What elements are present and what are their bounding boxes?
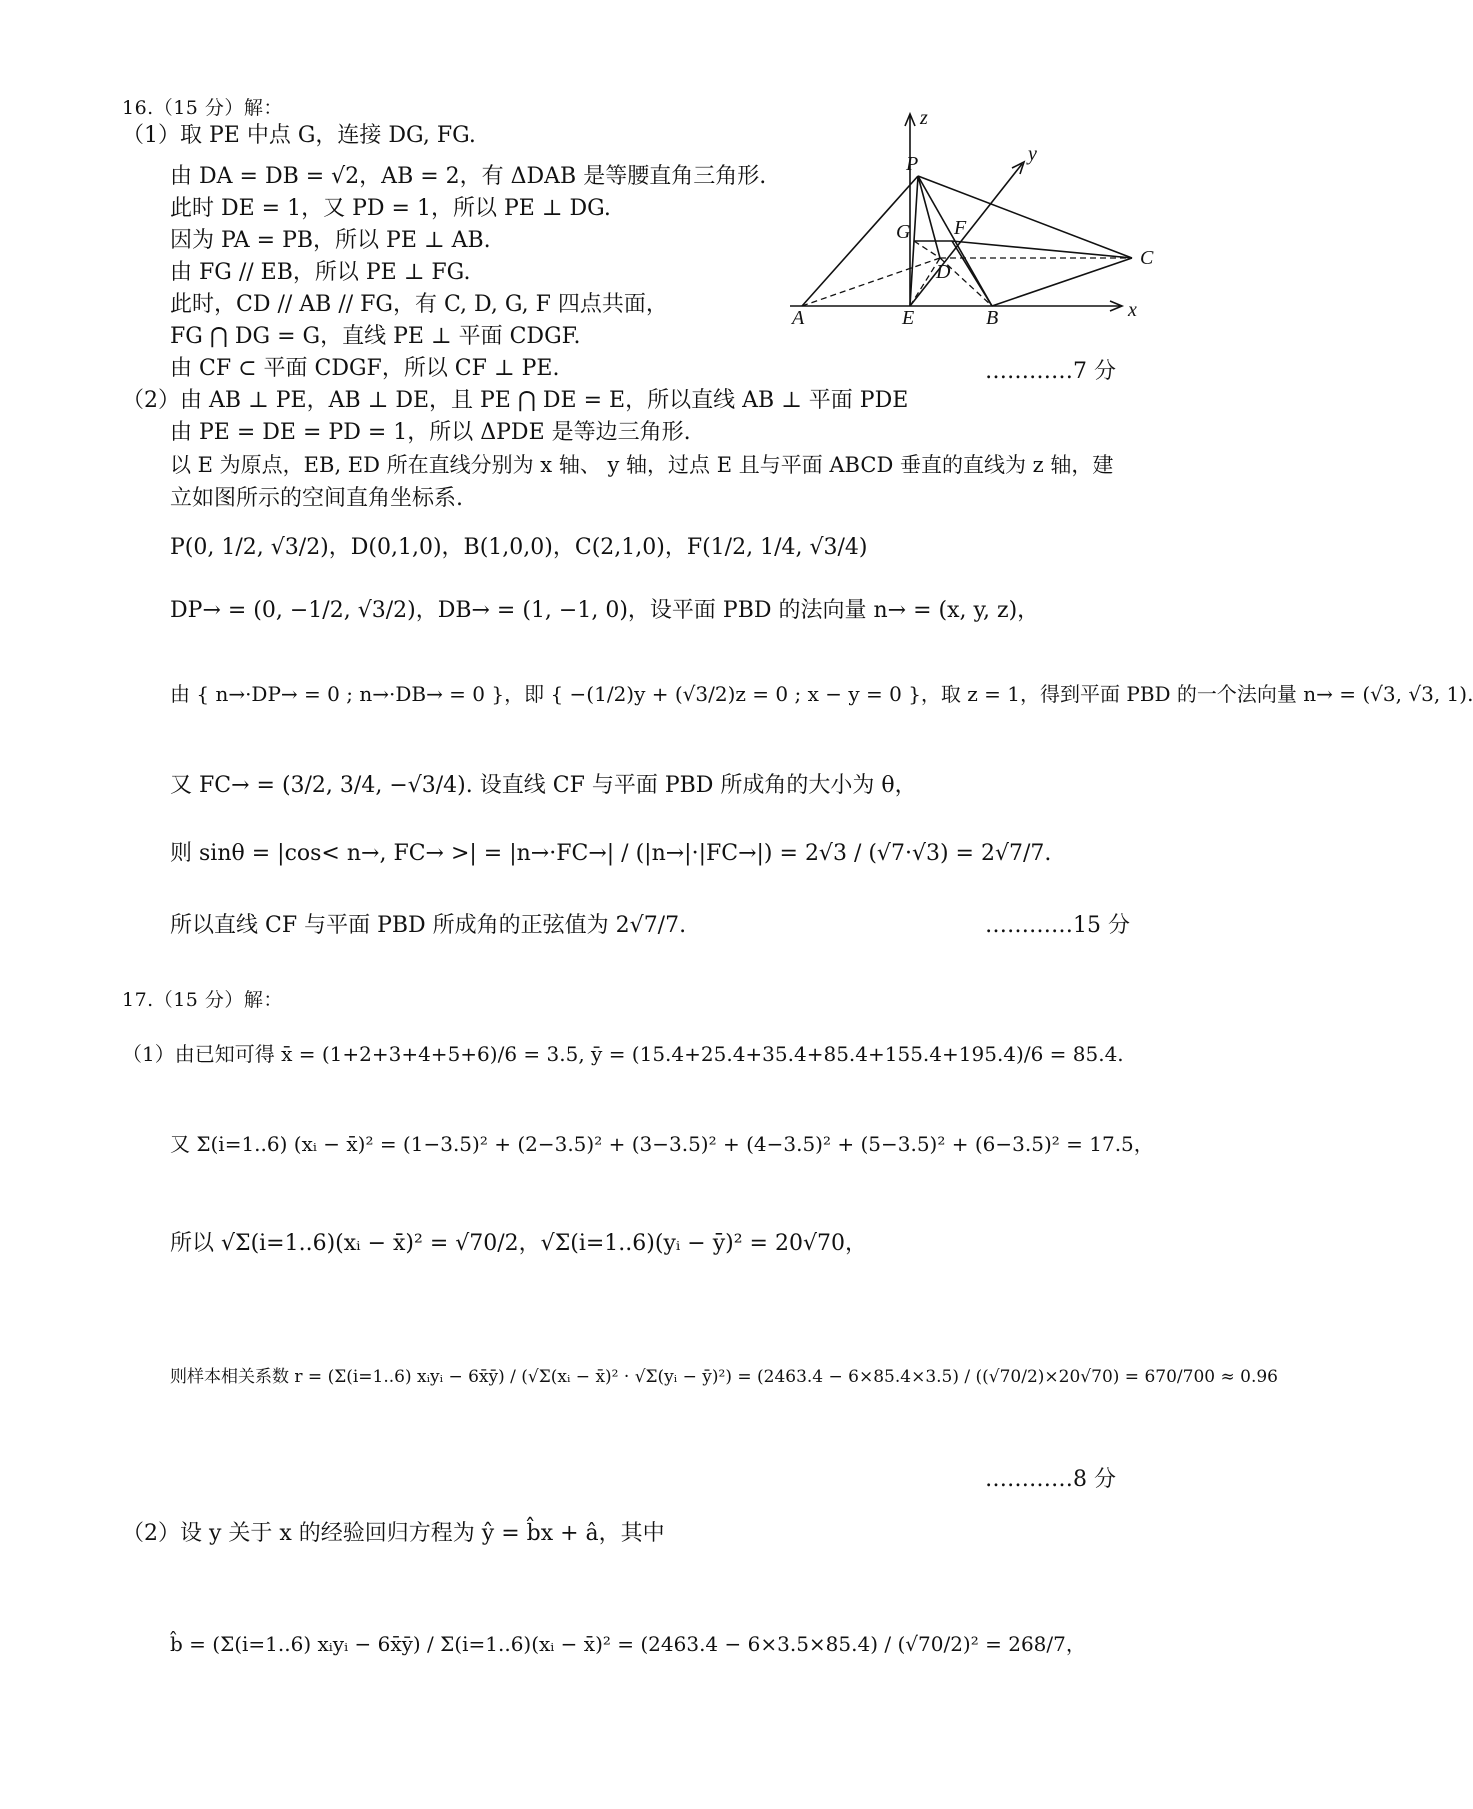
segment-FB — [952, 241, 992, 306]
label-x: x — [1128, 299, 1137, 321]
pyramid-coordinate-figure — [790, 107, 1190, 330]
label-C: C — [1140, 247, 1154, 269]
q16-part2-line6: DP→ = (0, −1/2, √3/2)，DB→ = (1, −1, 0)，设平面 PBD 的法向量 n→ = (x, y, z)， — [170, 598, 1040, 623]
label-P: P — [906, 153, 919, 175]
q16-part1-line4: 因为 PA = PB，所以 PE ⊥ AB. — [170, 228, 491, 253]
q16-part2-line10: 所以直线 CF 与平面 PBD 所成角的正弦值为 2√7/7. — [170, 913, 687, 938]
q17-part1-line3: 所以 √Σ(i=1..6)(xᵢ − x̄)² = √70/2，√Σ(i=1..6)(yᵢ − ȳ)² = 20√70， — [170, 1231, 867, 1256]
q17-header: 17.（15 分）解： — [122, 989, 283, 1011]
q17-part1-line2: 又 Σ(i=1..6) (xᵢ − x̄)² = (1−3.5)² + (2−3.5)² + (3−3.5)² + (4−3.5)² + (5−3.5)² + (6−3.5)² = 17.5， — [170, 1132, 1154, 1156]
q16-part1-line6: 此时，CD // AB // FG，有 C, D, G, F 四点共面， — [170, 292, 668, 317]
q17-part1-score: …………8 分 — [985, 1467, 1116, 1492]
edge-PD — [918, 176, 940, 258]
q16-part1-line8: 由 CF ⊂ 平面 CDGF，所以 CF ⊥ PE. — [170, 356, 560, 381]
edge-BC — [992, 258, 1132, 306]
label-A: A — [792, 307, 805, 329]
q17-part2-line2: b̂ = (Σ(i=1..6) xᵢyᵢ − 6x̄ȳ) / Σ(i=1..6)(xᵢ − x̄)² = (2463.4 − 6×3.5×85.4) / (√70/2)² = 268/7， — [170, 1632, 1086, 1656]
q16-part1-line3: 此时 DE = 1，又 PD = 1，所以 PE ⊥ DG. — [170, 196, 611, 221]
q16-part1-line5: 由 FG // EB，所以 PE ⊥ FG. — [170, 260, 471, 285]
q16-part1-line7: FG ⋂ DG = G，直线 PE ⊥ 平面 CDGF. — [170, 324, 581, 349]
q17-part1-line4: 则样本相关系数 r = (Σ(i=1..6) xᵢyᵢ − 6x̄ȳ) / (√Σ(xᵢ − x̄)² · √Σ(yᵢ − ȳ)²) = (2463.4 − 6×85.4×3.5) / ((√70/2)×20√70) = 670/700 ≈ 0.96 — [170, 1367, 1278, 1387]
q17-part1-line1: （1）由已知可得 x̄ = (1+2+3+4+5+6)/6 = 3.5, ȳ = (15.4+25.4+35.4+85.4+155.4+195.4)/6 = 85.4. — [122, 1042, 1124, 1066]
q16-part2-line9: 则 sinθ = |cos< n→, FC→ >| = |n→·FC→| / (|n→|·|FC→|) = 2√3 / (√7·√3) = 2√7/7. — [170, 841, 1052, 866]
q16-part2-line2: 由 PE = DE = PD = 1，所以 ΔPDE 是等边三角形. — [170, 420, 691, 445]
label-E: E — [902, 307, 915, 329]
q16-part2-line7: 由 { n→·DP→ = 0 ; n→·DB→ = 0 }，即 { −(1/2)y + (√3/2)z = 0 ; x − y = 0 }，取 z = 1，得到平面 PBD 的一个法向量 n→ = (√3, √3, 1). — [170, 682, 1473, 706]
q16-part2-line3: 以 E 为原点，EB, ED 所在直线分别为 x 轴、 y 轴，过点 E 且与平面 ABCD 垂直的直线为 z 轴，建 — [170, 453, 1114, 477]
label-G: G — [896, 221, 911, 243]
edge-PC — [918, 176, 1132, 258]
q16-part2-line4: 立如图所示的空间直角坐标系. — [170, 486, 463, 511]
q16-part2-line8: 又 FC→ = (3/2, 3/4, −√3/4). 设直线 CF 与平面 PBD 所成角的大小为 θ， — [170, 773, 917, 798]
q16-header: 16.（15 分）解： — [122, 97, 283, 119]
q16-part2-line1: （2）由 AB ⊥ PE，AB ⊥ DE，且 PE ⋂ DE = E，所以直线 AB ⊥ 平面 PDE — [122, 388, 909, 413]
q16-part2-score: …………15 分 — [985, 913, 1130, 938]
q17-part2-line1: （2）设 y 关于 x 的经验回归方程为 ŷ = b̂x + â，其中 — [122, 1521, 665, 1546]
q16-part1-line2: 由 DA = DB = √2，AB = 2，有 ΔDAB 是等腰直角三角形. — [170, 164, 767, 189]
segment-FC — [952, 241, 1132, 258]
label-F: F — [954, 217, 967, 239]
q16-part2-line5: P(0, 1/2, √3/2)，D(0,1,0)，B(1,0,0)，C(2,1,0)，F(1/2, 1/4, √3/4) — [170, 535, 868, 560]
q16-part1-line1: （1）取 PE 中点 G，连接 DG, FG. — [122, 123, 476, 148]
label-y: y — [1028, 143, 1037, 165]
label-z: z — [920, 107, 928, 129]
q16-part1-score: …………7 分 — [985, 359, 1116, 384]
label-B: B — [986, 307, 999, 329]
label-D: D — [936, 261, 951, 283]
